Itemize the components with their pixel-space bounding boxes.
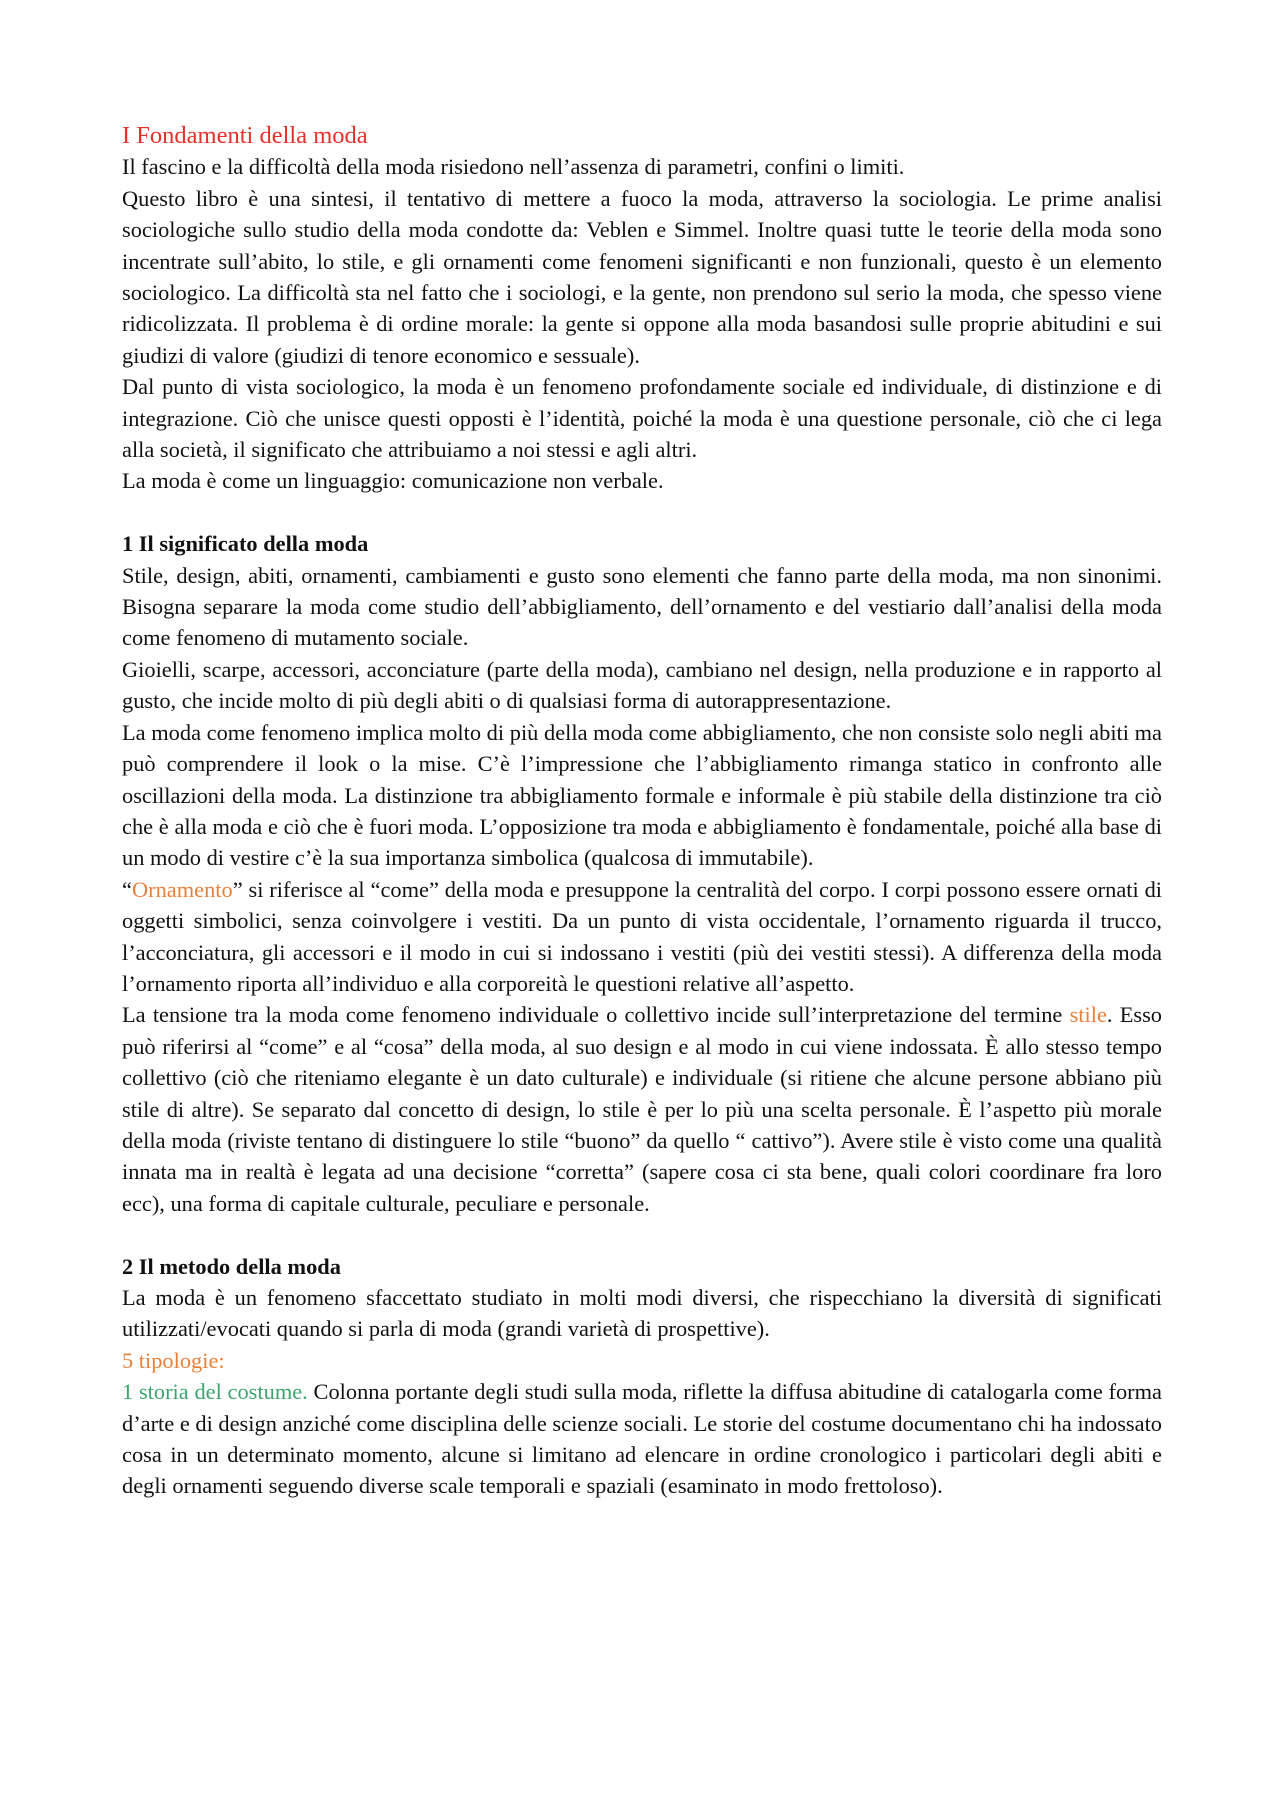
section-2-heading: 2 Il metodo della moda [122, 1253, 341, 1279]
section-1-paragraph-2: Gioielli, scarpe, accessori, acconciature (parte della moda), cambiano nel design, nella produzione e in rapporto al gusto, che incide molto di più degli abiti o di qualsiasi forma di autorappresentazione. [122, 656, 1162, 714]
spacer [122, 1219, 1162, 1250]
intro-paragraph-2: Questo libro è una sintesi, il tentativo di mettere a fuoco la moda, attraverso la sociologia. Le prime analisi sociologiche sullo studio della moda condotte da: Veblen e Simmel. Inoltre quasi tutte le teorie della moda sono incentrate sull’abito, lo stile, e gli ornamenti come fenomeni significanti e non funzionali, questo è un elemento sociologico. La difficoltà sta nel fatto che i sociologi, e la gente, non prendono sul serio la moda, che spesso viene ridicolizzata. Il problema è di ordine morale: la gente si oppone alla moda basandosi sulle proprie abitudini e sui giudizi di valore (giudizi di tenore economico e sessuale). [122, 185, 1162, 368]
section-1-heading: 1 Il significato della moda [122, 531, 369, 557]
ornamento-text: ” si riferisce al “come” della moda e presuppone la centralità del corpo. I corpi possono essere ornati di oggetti simbolici, senza coinvolgere i vestiti. Da un punto di vista occidentale, l’ornamento riguarda il trucco, l’acconciatura, gli accessori e il modo in cui si indossano i vestiti (più dei vestiti stessi). A differenza della moda l’ornamento riporta all’individuo e alla corporeità le questioni relative all’aspetto. [122, 876, 1162, 996]
intro-paragraph-4: La moda è come un linguaggio: comunicazione non verbale. [122, 468, 664, 494]
intro-paragraph-3: Dal punto di vista sociologico, la moda è un fenomeno profondamente sociale ed individuale, di distinzione e di integrazione. Ciò che unisce questi opposti è l’identità, poiché la moda è una questione personale, ciò che ci lega alla società, il significato che attribuiamo a noi stessi e agli altri. [122, 374, 1162, 463]
document-page [122, 120, 1162, 1502]
type-1-text: Colonna portante degli studi sulla moda, riflette la diffusa abitudine di catalogarla come forma d’arte e di design anziché come disciplina delle scienze sociali. Le storie del costume documentano chi ha indossato cosa in un determinato momento, alcune si limitano ad elencare in ordine cronologico i particolari degli abiti e degli ornamenti seguendo diverse scale temporali e spaziali (esaminato in modo frettoloso). [122, 1379, 1162, 1499]
section-2-paragraph-1: La moda è un fenomeno sfaccettato studiato in molti modi diversi, che rispecchiano la diversità di significati utilizzati/evocati quando si parla di moda (grandi varietà di prospettive). [122, 1285, 1162, 1342]
stile-text-before: La tensione tra la moda come fenomeno individuale o collettivo incide sull’interpretazione del termine [122, 1002, 1070, 1028]
section-1-paragraph-5 [122, 999, 1162, 1219]
stile-text-after: . Esso può riferirsi al “come” e al “cosa” della moda, al suo design e al modo in cui viene indossata. È allo stesso tempo collettivo (ciò che riteniamo elegante è un dato culturale) e individuale (si ritiene che alcune persone abbiano più stile di altre). Se separato dal concetto di design, lo stile è per lo più una scelta personale. È l’aspetto più morale della moda (riviste tentano di distinguere lo stile “buono” da quello “ cattivo”). Avere stile è visto come una qualità innata ma in realtà è legata ad una decisione “corretta” (sapere cosa ci sta bene, quali colori coordinare fra loro ecc), una forma di capitale culturale, peculiare e personale. [122, 1002, 1163, 1216]
type-1-term: 1 storia del costume. [122, 1379, 308, 1405]
types-label: 5 tipologie: [122, 1347, 225, 1373]
section-2 [122, 1251, 1162, 1502]
document-title: I Fondamenti della moda [122, 122, 368, 149]
section-1-paragraph-4 [122, 874, 1162, 1000]
section-1 [122, 528, 1162, 1219]
spacer [122, 497, 1162, 528]
stile-term: stile [1069, 1002, 1107, 1028]
ornamento-term: Ornamento [131, 876, 233, 902]
intro-paragraph-1: Il fascino e la difficoltà della moda risiedono nell’assenza di parametri, confini o limiti. [122, 154, 905, 180]
intro-block [122, 151, 1162, 496]
type-1-paragraph [122, 1376, 1162, 1502]
open-quote: “ [122, 876, 132, 902]
section-1-paragraph-3: La moda come fenomeno implica molto di più della moda come abbigliamento, che non consiste solo negli abiti ma può comprendere il look o la mise. C’è l’impressione che l’abbigliamento rimanga statico in confronto alle oscillazioni della moda. La distinzione tra abbigliamento formale e informale è più stabile della distinzione tra ciò che è alla moda e ciò che è fuori moda. L’opposizione tra moda e abbigliamento è fondamentale, poiché alla base di un modo di vestire c’è la sua importanza simbolica (qualcosa di immutabile). [122, 719, 1162, 871]
section-1-paragraph-1: Stile, design, abiti, ornamenti, cambiamenti e gusto sono elementi che fanno parte della moda, ma non sinonimi. Bisogna separare la moda come studio dell’abbigliamento, dell’ornamento e del vestiario dall’analisi della moda come fenomeno di mutamento sociale. [122, 562, 1162, 651]
